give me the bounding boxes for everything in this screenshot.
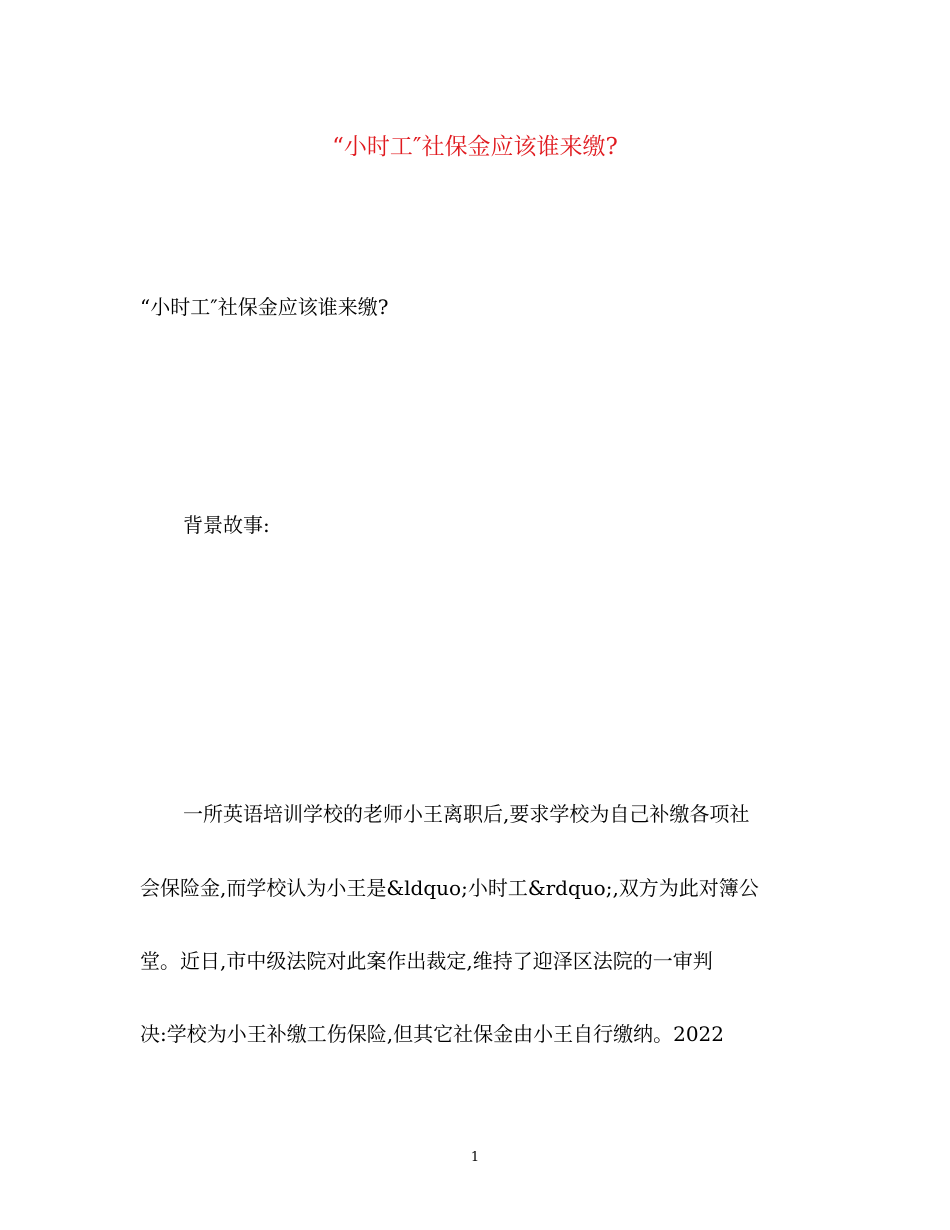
document-subtitle: “小时工″社保金应该谁来缴? (140, 295, 389, 319)
section-heading: 背景故事: (183, 513, 270, 537)
page-number: 1 (470, 1150, 480, 1165)
paragraph-line: 决:学校为小王补缴工伤保险,但其它社保金由小王自行缴纳。2022 (140, 1022, 724, 1046)
paragraph-line: 堂。近日,市中级法院对此案作出裁定,维持了迎泽区法院的一审判 (140, 949, 713, 973)
paragraph-line: 会保险金,而学校认为小王是&ldquo;小时工&rdquo;,双方为此对簿公 (140, 876, 759, 900)
paragraph-line: 一所英语培训学校的老师小王离职后,要求学校为自己补缴各项社 (183, 802, 750, 826)
document-title: “小时工″社保金应该谁来缴? (332, 134, 618, 160)
